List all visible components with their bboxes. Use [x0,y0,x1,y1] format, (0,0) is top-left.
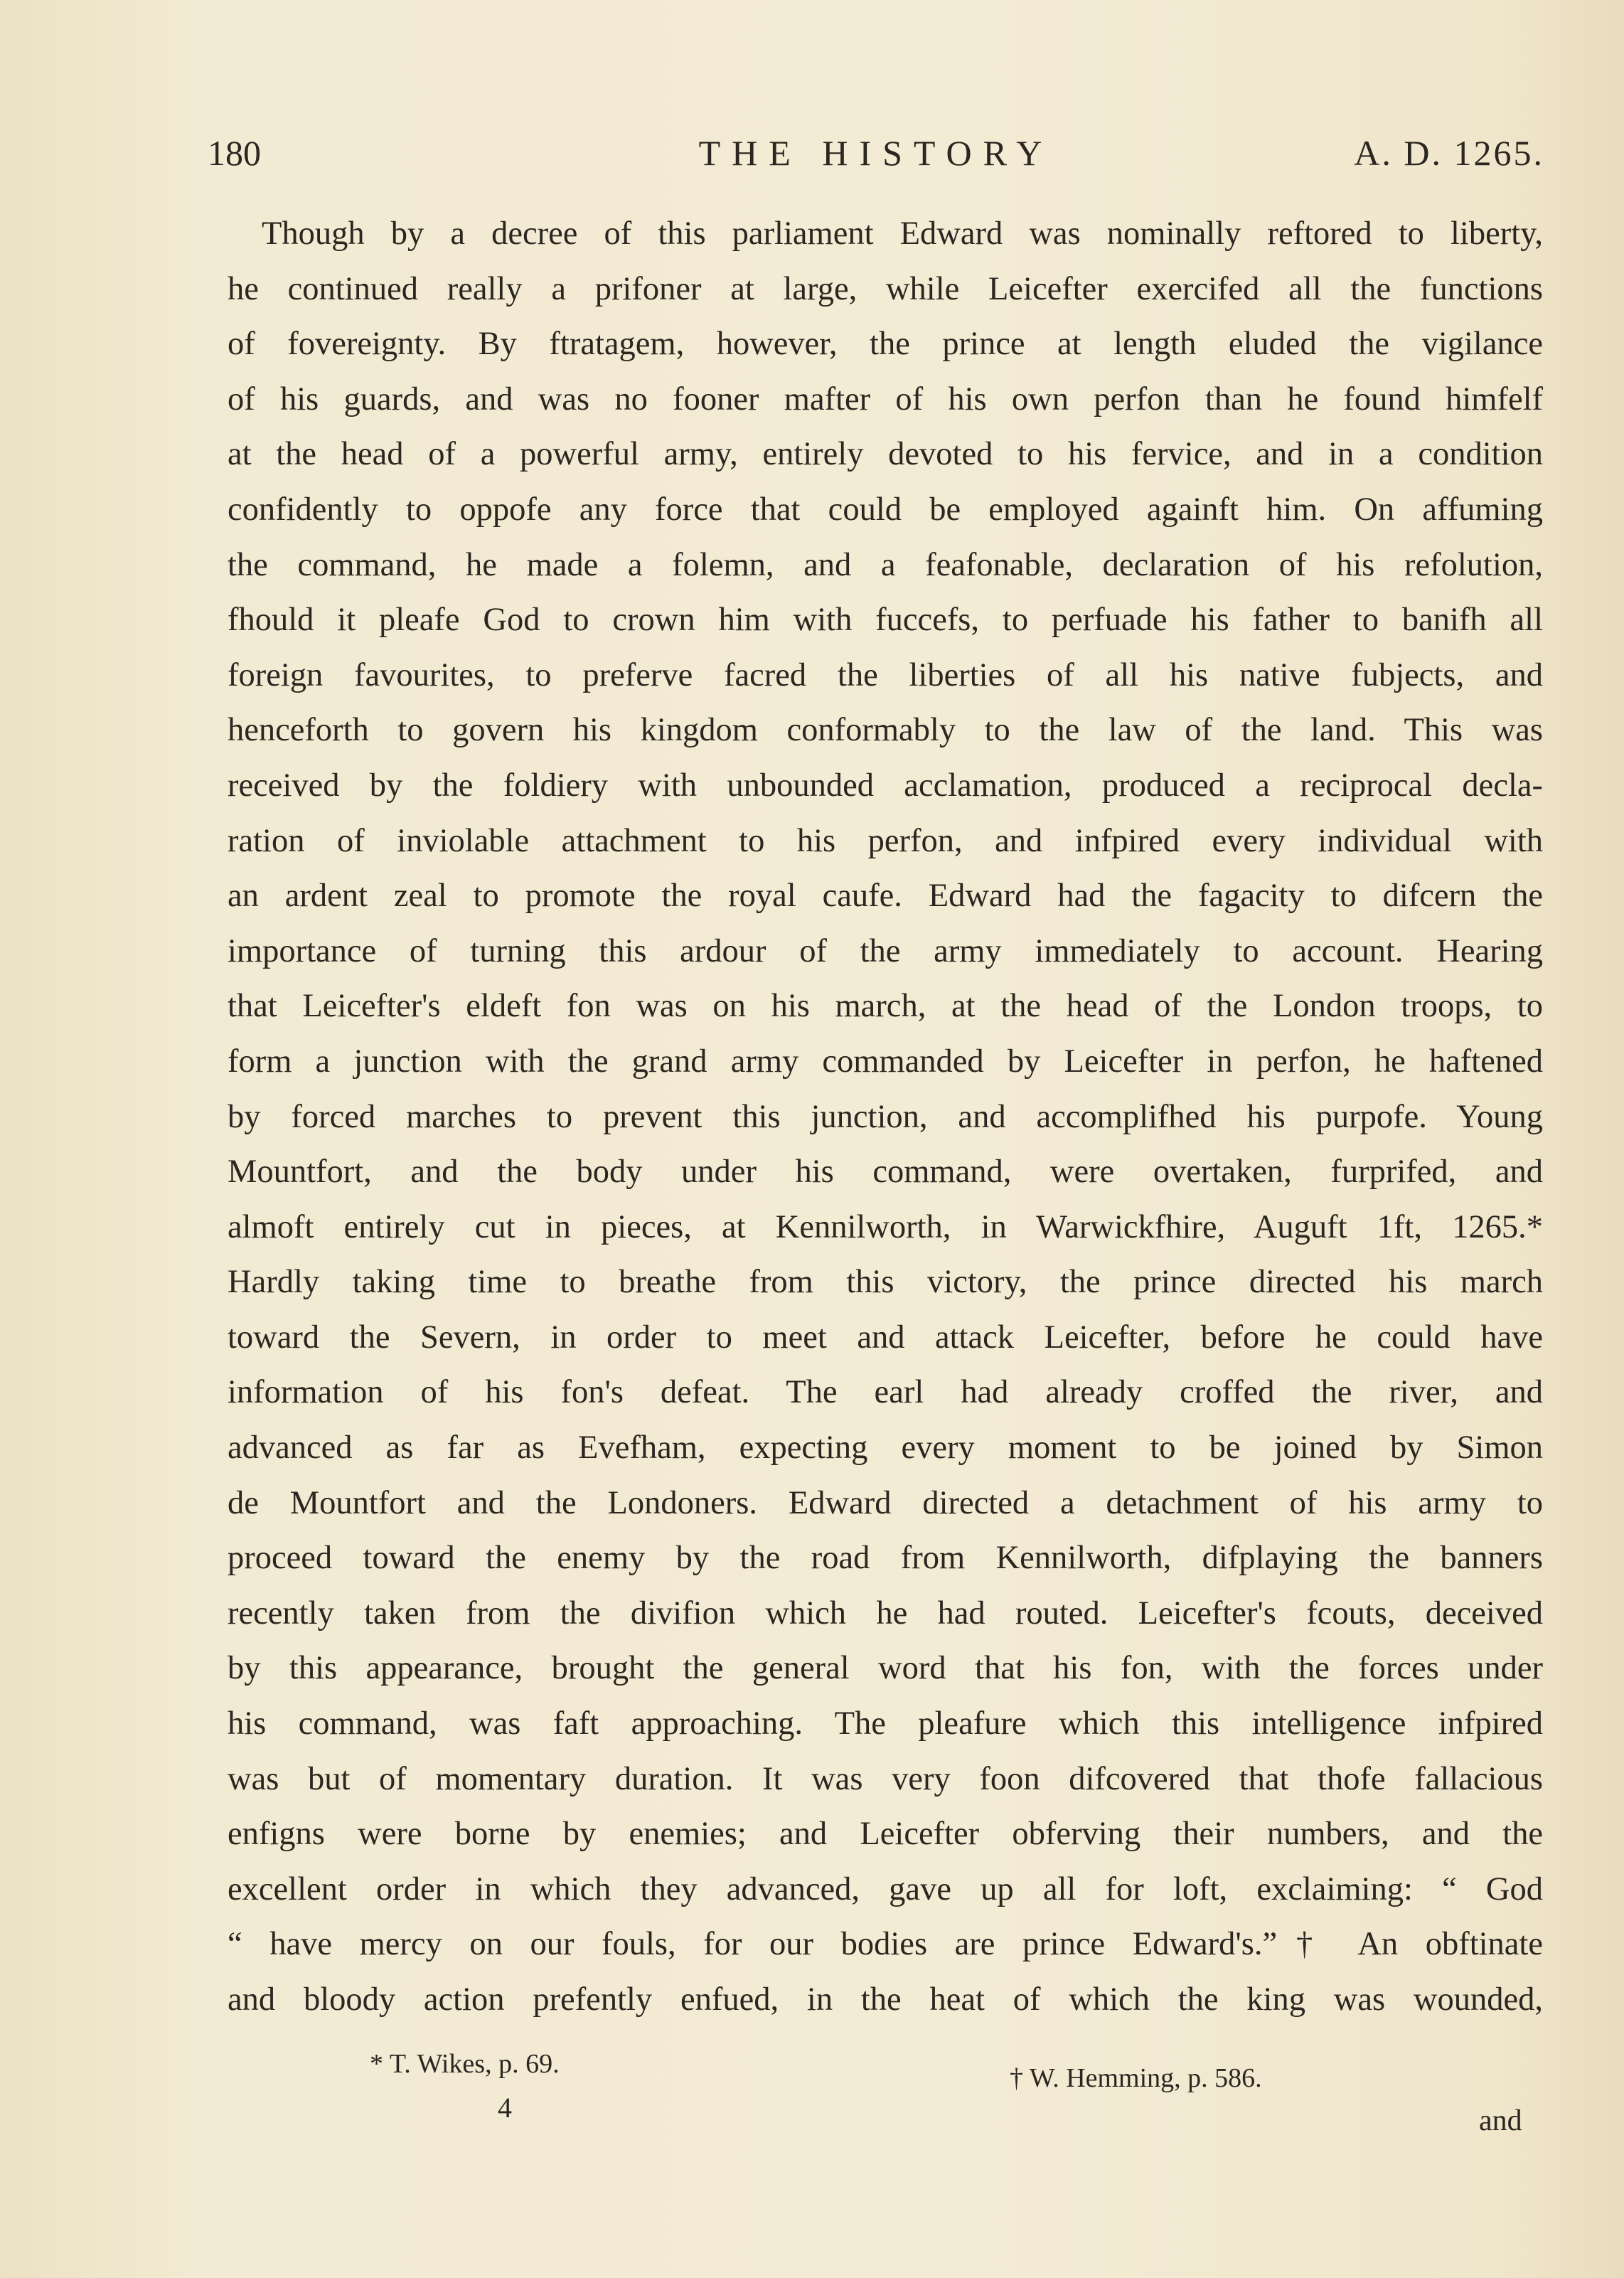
text-line: toward the Severn, in order to meet and attack Leicefter, before he could have [228,1319,1543,1356]
text-line: henceforth to govern his kingdom conformably to the law of the land. This was [228,712,1543,749]
text-line: importance of turning this ardour of the army immediately to account. Hearing [228,932,1543,969]
text-line: was but of momentary duration. It was very foon difcovered that thofe fallacious [228,1760,1543,1797]
text-line: recently taken from the divifion which he had routed. Leicefter's fcouts, deceived [228,1595,1543,1632]
text-line: his command, was faft approaching. The pleafure which this intelligence infpired [228,1705,1543,1742]
text-line: foreign favourites, to preferve facred the liberties of all his native fubjects, and [228,656,1543,693]
text-line: excellent order in which they advanced, gave up all for loft, exclaiming: “ God [228,1870,1543,1907]
body-paragraph [228,206,1543,2028]
text-line: of his guards, and was no fooner mafter of his own perfon than he found himfelf [228,380,1543,417]
text-line: received by the foldiery with unbounded acclamation, produced a reciprocal decla- [228,767,1543,804]
text-line: that Leicefter's eldeft fon was on his march, at the head of the London troops, to [228,988,1543,1025]
footnotes [228,2048,1543,2105]
text-line: of fovereignty. By ftratagem, however, the prince at length eluded the vigilance [228,326,1543,363]
text-line: information of his fon's defeat. The earl had already croffed the river, and [228,1374,1543,1411]
text-line: he continued really a prifoner at large, while Leicefter exercifed all the functions [228,270,1543,307]
text-line: “ have mercy on our fouls, for our bodies are prince Edward's.”† An obftinate [228,1926,1543,1963]
text-line: form a junction with the grand army commanded by Leicefter in perfon, he haftened [228,1043,1543,1080]
text-line: almoft entirely cut in pieces, at Kennilworth, in Warwickfhire, Auguft 1ft, 1265.* [228,1208,1543,1245]
page-header [208,132,1544,182]
year-marker: A. D. 1265. [1354,133,1544,173]
footnote-wikes: * T. Wikes, p. 69. [370,2049,560,2079]
text-line: at the head of a powerful army, entirely devoted to his fervice, and in a condition [228,436,1543,473]
catchword: and [1479,2104,1522,2137]
text-line: proceed toward the enemy by the road from Kennilworth, difplaying the banners [228,1540,1543,1577]
running-title: THE HISTORY [698,133,1054,173]
text-line: and bloody action prefently enfued, in the heat of which the king was wounded, [228,1981,1543,2018]
text-line: advanced as far as Evefham, expecting every moment to be joined by Simon [228,1430,1543,1467]
text-line: confidently to oppofe any force that could be employed againft him. On affuming [228,491,1543,528]
text-line: enfigns were borne by enemies; and Leicefter obferving their numbers, and the [228,1816,1543,1853]
text-line: an ardent zeal to promote the royal caufe. Edward had the fagacity to difcern the [228,878,1543,915]
text-line: by this appearance, brought the general word that his fon, with the forces under [228,1650,1543,1687]
text-line: Mountfort, and the body under his command, were overtaken, furprifed, and [228,1154,1543,1191]
footnote-hemming: † W. Hemming, p. 586. [1010,2063,1262,2093]
text-line: fhould it pleafe God to crown him with fuccefs, to perfuade his father to banifh all [228,602,1543,639]
text-line: de Mountfort and the Londoners. Edward directed a detachment of his army to [228,1484,1543,1521]
text-line: by forced marches to prevent this junction, and accomplifhed his purpofe. Young [228,1098,1543,1135]
text-line: Though by a decree of this parliament Edward was nominally reftored to liberty, [262,215,1543,252]
page-number: 180 [208,133,261,173]
text-line: Hardly taking time to breathe from this victory, the prince directed his march [228,1264,1543,1301]
text-line: the command, he made a folemn, and a feafonable, declaration of his refolution, [228,546,1543,583]
signature-mark: 4 [498,2092,512,2124]
text-line: ration of inviolable attachment to his perfon, and infpired every individual with [228,822,1543,859]
